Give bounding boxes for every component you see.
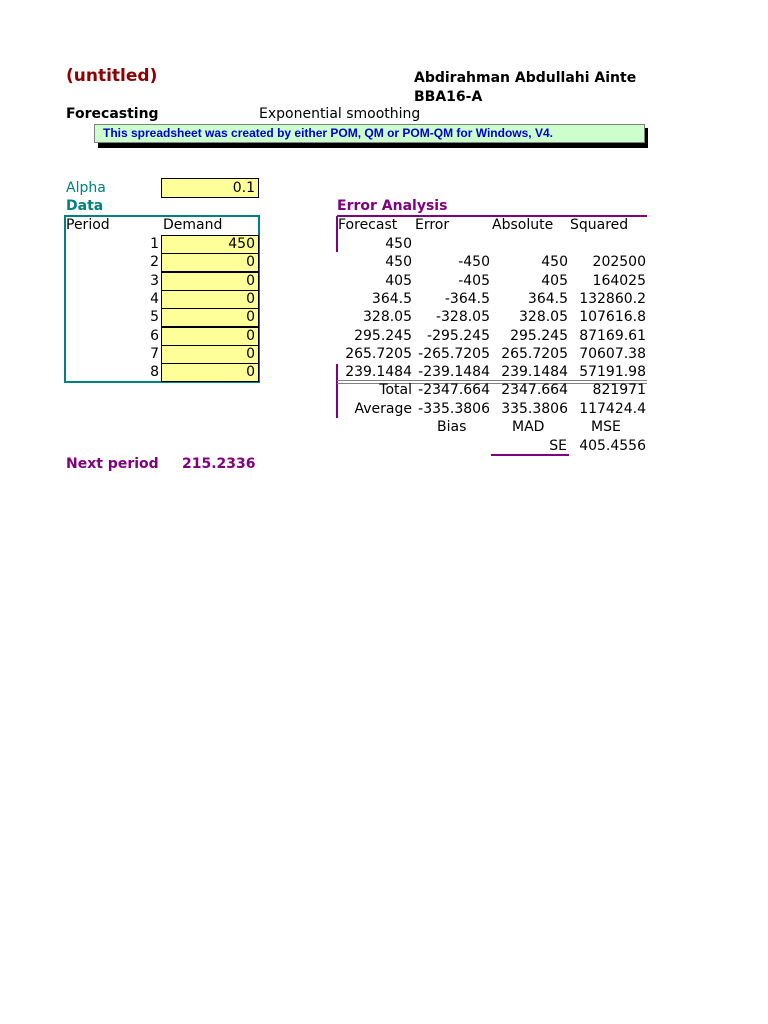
squared-cell: 57191.98 [579, 364, 646, 381]
average-error: -335.3806 [418, 401, 490, 417]
squared-cell: 107616.8 [579, 309, 646, 326]
squared-cell: 202500 [592, 254, 646, 271]
squared-cell: 70607.38 [579, 345, 646, 362]
section-code: BBA16-A [414, 89, 483, 105]
forecast-cell: 328.05 [363, 309, 412, 326]
error-cell: -328.05 [435, 309, 490, 326]
period-cell: 3 [150, 272, 159, 289]
period-cell: 5 [150, 309, 159, 326]
period-cell: 6 [150, 327, 159, 344]
squared-cell: 132860.2 [579, 290, 646, 307]
forecast-cell: 450 [385, 236, 412, 252]
absolute-cell: 265.7205 [501, 345, 568, 362]
total-error: -2347.664 [418, 382, 490, 398]
error-cell: -295.245 [427, 327, 490, 344]
error-cell: -265.7205 [418, 345, 490, 362]
demand-cell[interactable]: 0 [161, 272, 259, 291]
absolute-cell: 239.1484 [501, 364, 568, 381]
demand-cell[interactable]: 0 [161, 327, 259, 346]
squared-cell: 87169.61 [579, 327, 646, 344]
mad-label: MAD [512, 419, 545, 435]
absolute-cell: 295.245 [510, 327, 568, 344]
demand-cell[interactable]: 0 [161, 290, 259, 309]
period-cell: 2 [150, 254, 159, 271]
total-label: Total [379, 382, 412, 398]
total-rule [337, 380, 647, 381]
average-squared: 117424.4 [579, 401, 646, 417]
absolute-header: Absolute [492, 217, 554, 233]
total-squared: 821971 [592, 382, 646, 398]
author-name: Abdirahman Abdullahi Ainte [414, 70, 637, 86]
absolute-cell: 405 [541, 272, 568, 289]
error-analysis-label: Error Analysis [337, 198, 448, 214]
average-absolute: 335.3806 [501, 401, 568, 417]
average-label: Average [354, 401, 412, 417]
demand-cell[interactable]: 450 [161, 235, 259, 254]
mse-label: MSE [591, 419, 621, 435]
bias-label: Bias [437, 419, 467, 435]
data-section-label: Data [66, 198, 104, 214]
period-cell: 8 [150, 364, 159, 381]
error-cell: -239.1484 [418, 364, 490, 381]
next-period-value: 215.2336 [182, 456, 256, 472]
error-header: Error [415, 217, 450, 233]
module-label: Forecasting [66, 106, 159, 122]
forecast-header: Forecast [338, 217, 398, 233]
se-label: SE [549, 438, 567, 454]
absolute-cell: 364.5 [527, 290, 568, 307]
forecast-cell: 405 [385, 272, 412, 289]
period-cell: 4 [150, 290, 159, 307]
period-header: Period [66, 217, 110, 233]
period-cell: 1 [150, 236, 159, 252]
demand-cell[interactable]: 0 [161, 363, 259, 382]
squared-cell: 164025 [592, 272, 646, 289]
se-underline [491, 454, 569, 456]
demand-cell[interactable]: 0 [161, 345, 259, 364]
sheet-title: (untitled) [66, 66, 158, 86]
absolute-cell: 328.05 [519, 309, 568, 326]
alpha-input[interactable]: 0.1 [161, 178, 259, 198]
squared-header: Squared [570, 217, 629, 233]
forecast-cell: 450 [385, 254, 412, 271]
demand-header: Demand [163, 217, 223, 233]
forecast-cell: 239.1484 [345, 364, 412, 381]
demand-cell[interactable]: 0 [161, 308, 259, 327]
period-cell: 7 [150, 345, 159, 362]
forecast-cell: 364.5 [371, 290, 412, 307]
method-label: Exponential smoothing [259, 106, 421, 122]
forecast-cell: 265.7205 [345, 345, 412, 362]
info-banner: This spreadsheet was created by either POM, QM or POM-QM for Windows, V4. [94, 124, 645, 143]
absolute-cell: 450 [541, 254, 568, 271]
forecast-cell: 295.245 [354, 327, 412, 344]
error-cell: -364.5 [444, 290, 490, 307]
error-cell: -450 [458, 254, 490, 271]
next-period-label: Next period [66, 456, 159, 472]
demand-cell[interactable]: 0 [161, 253, 259, 272]
se-value: 405.4556 [579, 438, 646, 454]
alpha-label: Alpha [66, 180, 106, 196]
total-absolute: 2347.664 [501, 382, 568, 398]
error-cell: -405 [458, 272, 490, 289]
